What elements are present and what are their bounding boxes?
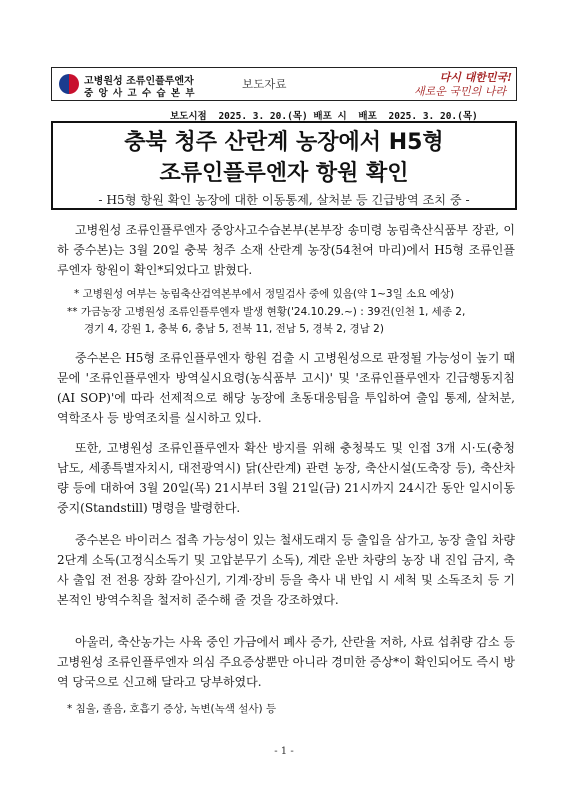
distribution-value: 2025. 3. 20.(목) [388,111,478,122]
release-info [170,108,484,122]
subtitle: - H5형 항원 확인 농장에 대한 이동통제, 살처분 등 긴급방역 조치 중 - [98,193,470,207]
paragraph-5: 아울러, 축산농가는 사육 중인 가금에서 폐사 증가, 산란율 저하, 사료 섭취량 감소 등 고병원성 조류인플루엔자 의심 주요증상뿐만 아니라 경미한 증상*이 확인되어도 즉시 방역 당국으로 신고해 달라고 당부하였다. [57,635,515,689]
org-name-line1: 고병원성 조류인플루엔자 [84,76,194,87]
footnote-2-line1: ** 가금농장 고병원성 조류인플루엔자 발생 현황('24.10.29.~) : 39건(인천 1, 세종 2, [67,306,466,318]
footnote-1: * 고병원성 여부는 농림축산검역본부에서 정밀검사 중에 있음(약 1~3일 소요 예상) [74,288,455,300]
paragraph-4: 중수본은 바이러스 접촉 가능성이 있는 철새도래지 등 출입을 삼가고, 농장 출입 차량 2단계 소독(고정식소독기 및 고압분무기 소독), 계란 운반 차량의 농장 내 진입 금지, 축사 출입 전 전용 장화 갈아신기, 기계·장비 등을 축사 내 반입 시 세척 및 소독조치 등 기본적인 방역수칙을 철저히 준수해 줄 것을 강조하였다. [57,533,515,607]
document-type: 보도자료 [242,77,287,91]
slogan-line1: 다시 대한민국! [439,71,512,84]
taegeuk-icon [59,74,79,94]
paragraph-1: 고병원성 조류인플루엔자 중앙사고수습본부(본부장 송미령 농림축산식품부 장관, 이하 중수본)는 3월 20일 충북 청주 소재 산란계 농장(54천여 마리)에서 H5형 조류인플루엔자 항원이 확인*되었다고 밝혔다. [57,223,515,277]
page-number: - 1 - [274,746,294,757]
headline-line1: 충북 청주 산란계 농장에서 H5형 [124,130,444,155]
title-box [51,121,517,210]
distribution-label: 배포 [358,111,377,122]
embargo-value: 2025. 3. 20.(목) 배포 시 [218,111,347,122]
embargo-label: 보도시점 [170,111,207,122]
paragraph-2: 중수본은 H5형 조류인플루엔자 항원 검출 시 고병원성으로 판정될 가능성이 높기 때문에 '조류인플루엔자 방역실시요령(농식품부 고시)' 및 '조류인플루엔자 긴급행동지침(AI SOP)'에 따라 선제적으로 해당 농장에 초동대응팀을 투입하여 출입 통제, 살처분, 역학조사 등 방역조치를 실시하고 있다. [57,351,515,425]
org-logo [59,71,199,99]
footnote-3: * 침울, 졸음, 호흡기 증상, 녹변(녹색 설사) 등 [67,703,277,715]
header-box [51,67,517,101]
org-name-line2: 중 앙 사 고 수 습 본 부 [84,88,196,99]
government-slogan [413,69,514,100]
headline-line2: 조류인플루엔자 항원 확인 [159,161,409,186]
footnote-2-line2: 경기 4, 강원 1, 충북 6, 충남 5, 전북 11, 전남 5, 경북 2, 경남 2) [84,323,384,335]
slogan-line2: 새로운 국민의 나라 [413,85,506,98]
paragraph-3: 또한, 고병원성 조류인플루엔자 확산 방지를 위해 충청북도 및 인접 3개 시·도(충청남도, 세종특별자치시, 대전광역시) 닭(산란계) 관련 농장, 축산시설(도축장 등), 축산차량 등에 대하여 3월 20일(목) 21시부터 3월 21일(금) 21시까지 24시간 동안 일시이동중지(Standstill) 명령을 발령한다. [57,441,515,515]
